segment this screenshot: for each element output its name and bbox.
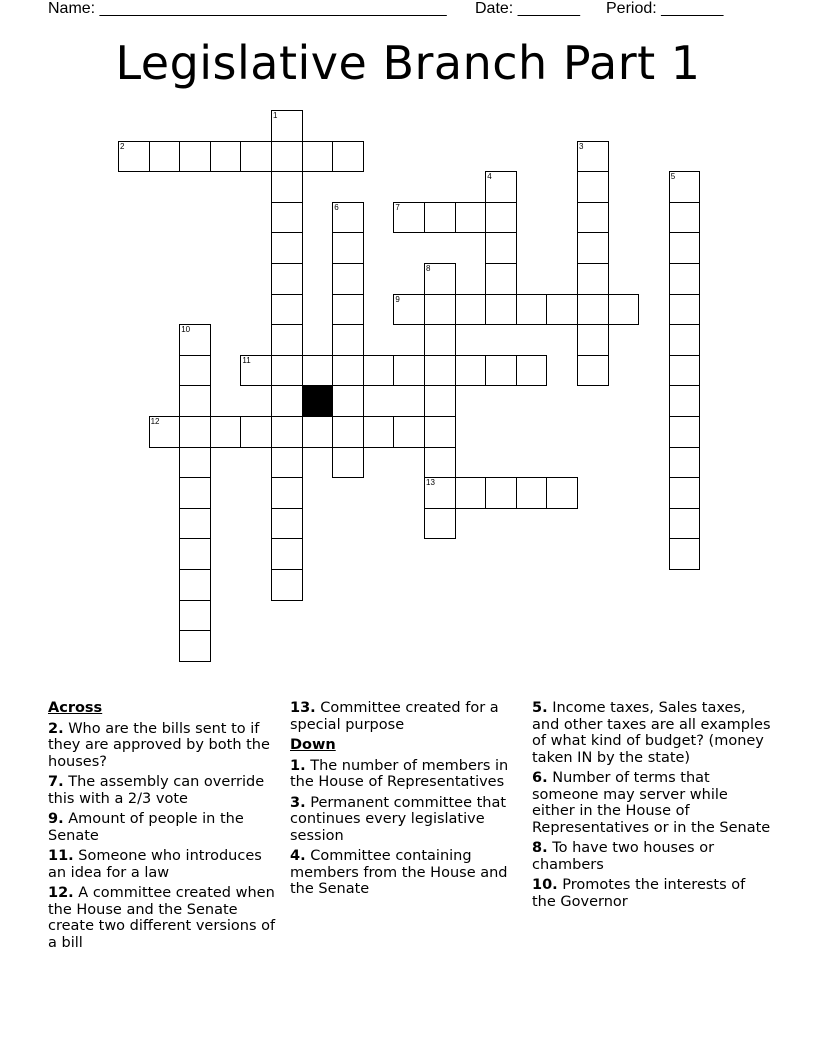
grid-cell[interactable] xyxy=(240,416,272,448)
grid-cell[interactable] xyxy=(363,416,395,448)
grid-cell[interactable] xyxy=(424,447,456,479)
grid-cell[interactable] xyxy=(332,355,364,387)
grid-cell[interactable] xyxy=(179,508,211,540)
down-heading: Down xyxy=(290,737,336,753)
grid-cell[interactable] xyxy=(669,385,701,417)
grid-cell[interactable] xyxy=(179,630,211,662)
grid-cell[interactable] xyxy=(577,324,609,356)
grid-cell[interactable] xyxy=(271,202,303,234)
grid-cell[interactable] xyxy=(669,232,701,264)
grid-cell[interactable] xyxy=(271,294,303,326)
grid-cell[interactable] xyxy=(332,416,364,448)
grid-cell[interactable] xyxy=(577,232,609,264)
grid-cell[interactable] xyxy=(669,508,701,540)
grid-cell[interactable] xyxy=(516,355,548,387)
clue-across-12: 12. A committee created when the House and the Senate create two different versions of a bill xyxy=(48,885,276,951)
grid-cell[interactable] xyxy=(577,294,609,326)
grid-cell[interactable] xyxy=(485,294,517,326)
grid-cell[interactable] xyxy=(485,202,517,234)
grid-cell[interactable] xyxy=(669,538,701,570)
clue-number: 11 xyxy=(242,355,251,365)
grid-cell[interactable] xyxy=(577,171,609,203)
grid-cell[interactable] xyxy=(669,324,701,356)
clue-number: 10 xyxy=(181,325,191,335)
grid-cell[interactable] xyxy=(332,447,364,479)
grid-cell[interactable] xyxy=(485,355,517,387)
grid-cell[interactable] xyxy=(179,600,211,632)
grid-cell[interactable] xyxy=(546,294,578,326)
clue-number: 7 xyxy=(395,202,400,212)
period-field-label[interactable]: Period: _______ xyxy=(606,0,724,17)
grid-cell[interactable] xyxy=(485,232,517,264)
clue-number: 8 xyxy=(426,264,431,273)
grid-cell[interactable] xyxy=(179,538,211,570)
grid-cell[interactable] xyxy=(669,355,701,387)
clue-down-1: 1. The number of members in the House of Representatives xyxy=(290,757,509,790)
clue-across-2: 2. Who are the bills sent to if they are approved by both the houses? xyxy=(48,720,270,770)
clue-down-5: 5. Income taxes, Sales taxes, and other taxes are all examples of what kind of budget? (money taken IN by the state) xyxy=(532,700,771,766)
grid-cell[interactable] xyxy=(669,477,701,509)
page-title: Legislative Branch Part 1 xyxy=(115,36,701,90)
grid-cell[interactable] xyxy=(669,202,701,234)
grid-cell[interactable] xyxy=(332,324,364,356)
clues-column-1 xyxy=(48,700,284,955)
grid-cell[interactable] xyxy=(516,477,548,509)
grid-cell[interactable] xyxy=(424,355,456,387)
grid-cell[interactable] xyxy=(424,508,456,540)
clue-down-10: 10. Promotes the interests of the Governor xyxy=(532,877,746,910)
grid-cell[interactable] xyxy=(179,569,211,601)
grid-cell[interactable] xyxy=(332,232,364,264)
grid-cell[interactable] xyxy=(271,324,303,356)
clue-down-3: 3. Permanent committee that continues every legislative session xyxy=(290,794,507,844)
clue-across-7: 7. The assembly can override this with a 2/3 vote xyxy=(48,774,265,807)
clue-down-6: 6. Number of terms that someone may server while either in the House of Representatives or in the Senate xyxy=(532,770,771,836)
grid-cell[interactable] xyxy=(271,385,303,417)
grid-cell[interactable] xyxy=(424,416,456,448)
grid-cell[interactable] xyxy=(271,447,303,479)
grid-cell[interactable] xyxy=(393,416,425,448)
grid-cell[interactable] xyxy=(424,202,456,234)
grid-cell[interactable] xyxy=(271,232,303,264)
clue-number: 1 xyxy=(273,111,278,120)
grid-cell[interactable] xyxy=(332,263,364,295)
grid-cell[interactable] xyxy=(271,171,303,203)
grid-cell[interactable] xyxy=(210,416,242,448)
clues-column-3 xyxy=(532,700,772,914)
grid-cell[interactable] xyxy=(424,294,456,326)
grid-cell[interactable] xyxy=(577,355,609,387)
grid-cell[interactable] xyxy=(577,202,609,234)
grid-cell[interactable] xyxy=(210,141,242,173)
grid-cell[interactable] xyxy=(363,355,395,387)
clue-number: 4 xyxy=(487,172,492,182)
grid-cell[interactable] xyxy=(455,355,487,387)
grid-cell[interactable] xyxy=(393,355,425,387)
grid-cell[interactable] xyxy=(179,477,211,509)
grid-cell[interactable] xyxy=(332,385,364,417)
grid-cell[interactable] xyxy=(271,263,303,295)
grid-cell[interactable] xyxy=(332,141,364,173)
grid-cell[interactable] xyxy=(424,324,456,356)
grid-cell[interactable] xyxy=(240,141,272,173)
clue-down-4: 4. Committee containing members from the House and the Senate xyxy=(290,848,508,897)
grid-cell[interactable] xyxy=(669,263,701,295)
clue-across-9: 9. Amount of people in the Senate xyxy=(48,811,244,844)
black-square xyxy=(302,385,334,417)
clue-across-11: 11. Someone who introduces an idea for a law xyxy=(48,848,262,881)
grid-cell[interactable] xyxy=(149,141,181,173)
grid-cell[interactable] xyxy=(271,355,303,387)
grid-cell[interactable] xyxy=(485,477,517,509)
clue-number: 13 xyxy=(426,478,435,488)
grid-cell[interactable] xyxy=(332,294,364,326)
clue-number: 3 xyxy=(579,141,584,151)
clue-down-8: 8. To have two houses or chambers xyxy=(532,840,715,873)
grid-cell[interactable] xyxy=(271,508,303,540)
grid-cell[interactable] xyxy=(271,477,303,509)
grid-cell[interactable] xyxy=(516,294,548,326)
clue-number: 2 xyxy=(120,141,125,151)
clue-number: 9 xyxy=(395,294,400,304)
clue-across-13: 13. Committee created for a special purpose xyxy=(290,700,499,733)
grid-cell[interactable] xyxy=(271,416,303,448)
grid-cell[interactable] xyxy=(424,385,456,417)
grid-cell[interactable] xyxy=(271,141,303,173)
grid-cell[interactable] xyxy=(179,355,211,387)
clues-column-2 xyxy=(290,700,522,902)
grid-cell[interactable] xyxy=(455,294,487,326)
grid-cell[interactable] xyxy=(302,355,334,387)
date-field-label[interactable]: Date: _______ xyxy=(475,0,580,17)
grid-cell[interactable] xyxy=(271,538,303,570)
clue-number: 6 xyxy=(334,202,339,212)
grid-cell[interactable] xyxy=(455,202,487,234)
clue-number: 12 xyxy=(150,417,160,426)
grid-cell[interactable] xyxy=(608,294,640,326)
grid-cell[interactable] xyxy=(179,141,211,173)
grid-cell[interactable] xyxy=(302,141,334,173)
grid-cell[interactable] xyxy=(669,447,701,479)
grid-cell[interactable] xyxy=(179,385,211,417)
grid-cell[interactable] xyxy=(546,477,578,509)
clue-number: 5 xyxy=(670,172,676,182)
grid-cell[interactable] xyxy=(302,416,334,448)
grid-cell[interactable] xyxy=(669,416,701,448)
grid-cell[interactable] xyxy=(485,263,517,295)
grid-cell[interactable] xyxy=(669,294,701,326)
grid-cell[interactable] xyxy=(455,477,487,509)
grid-cell[interactable] xyxy=(179,416,211,448)
grid-cell[interactable] xyxy=(179,447,211,479)
grid-cell[interactable] xyxy=(271,569,303,601)
across-heading: Across xyxy=(48,700,103,716)
name-field-label[interactable]: Name: _______________________________________ xyxy=(48,0,447,17)
grid-cell[interactable] xyxy=(577,263,609,295)
